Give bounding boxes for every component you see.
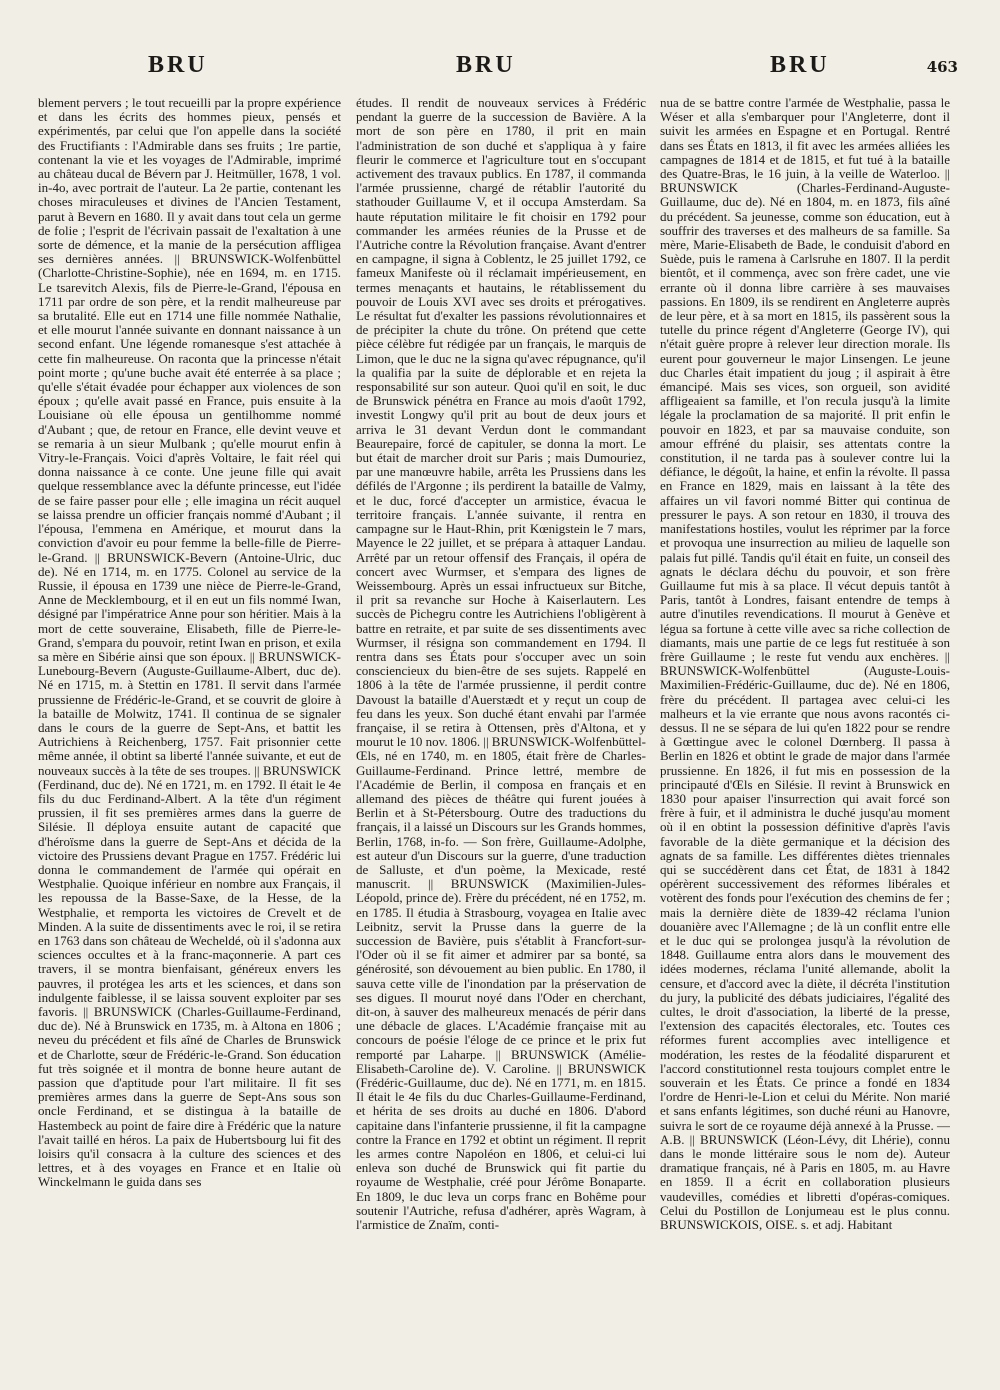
column-2-text: études. Il rendit de nouveaux services à Frédéric pendant la guerre de la succession de Bavière. A la mort de son père en 1780, il prit en main l'administration de son duché et s'appliqua à y faire fleurir le commerce et l'agriculture tout en s'occupant activement des travaux publics. En 1787, il commanda l'armée prussienne, chargé de rétablir l'autorité du stathouder Guillaume V, et il occupa Amsterdam. Sa haute réputation militaire le fit choisir en 1792 pour commander les armées réunies de la Prusse et de l'Autriche contre la Révolution française. Avant d'entrer en campagne, il signa à Coblentz, le 25 juillet 1792, ce fameux Manifeste où il réclamait impérieusement, en termes menaçants et hautains, le rétablissement du pouvoir de Louis XVI avec ses droits et prérogatives. Le résultat fut d'exalter les passions révolutionnaires et de précipiter la chute du trône. On prétend que cette pièce célèbre fut rédigée par un français, le marquis de Limon, que le duc ne la signa qu'avec répugnance, qu'il la qualifia par la suite de déplorable et en rejeta la responsabilité sur son auteur. Quoi qu'il en soit, le duc de Brunswick pénétra en France au mois d'août 1792, investit Longwy qu'il prit au bout de deux jours et arriva le 31 devant Verdun dont le commandant Beaurepaire, forcé de capituler, se donna la mort. Le but était de marcher droit sur Paris ; mais Dumouriez, par une manœuvre habile, arrêta les Prussiens dans les défilés de l'Argonne ; ils perdirent la bataille de Valmy, et le duc, forcé d'accepter un armistice, évacua le territoire français. L'année suivante, il rentra en campagne sur le Haut-Rhin, prit Kœnigstein le 7 mars, Mayence le 22 juillet, et se prépara à attaquer Landau. Arrêté par un retour offensif des Français, il opéra de concert avec Wurmser, et s'empara des lignes de Weissembourg. Après un essai infructueux sur Bitche, il prit sa revanche sur Hoche à Kaiserlautern. Les succès de Pichegru contre les Autrichiens l'obligèrent à battre en retraite, et par suite de ses dissentiments avec Wurmser, il résigna son commandement en 1794. Il rentra dans ses États pour s'occuper avec un soin consciencieux du bien-être de ses sujets. Rappelé en 1806 à la tête de l'armée prussienne, il perdit contre Davoust la bataille d'Auerstædt et y reçut un coup de feu dans les yeux. Son duché étant envahi par l'armée française, il se retira à Ottensen, près d'Altona, et y mourut le 10 nov. 1806. || BRUNSWICK-Wolfenbüttel-Œls, né en 1740, m. en 1805, était frère de Charles-Guillaume-Ferdinand. Prince lettré, membre de l'Académie de Berlin, il composa en français et en allemand des pièces de théâtre qui furent jouées à Berlin et à St-Pétersbourg. Outre des traductions du français, il a laissé un Discours sur les Grands hommes, Berlin, 1768, in-fo. — Son frère, Guillaume-Adolphe, est auteur d'un Discours sur la guerre, d'une traduction de Salluste, et d'un poème, la Mexicade, resté manuscrit. || BRUNSWICK (Maximilien-Jules-Léopold, prince de). Frère du précédent, né en 1752, m. en 1785. Il étudia à Strasbourg, voyagea en Italie avec Leibnitz, servit la Prusse dans la guerre de la succession de Bavière, puis s'établit à Francfort-sur-l'Oder où il se fit aimer et admirer par sa bonté, sa générosité, son dévouement au bien public. En 1780, il sauva cette ville de l'inondation par la préservation de ses digues. Il mourut noyé dans l'Oder en cherchant, dit-on, à sauver des malheureux menacés de périr dans une débacle de glaces. L'Académie française mit au concours de poésie l'éloge de ce prince et le prix fut remporté par Laharpe. || BRUNSWICK (Amélie-Elisabeth-Caroline de). V. Caroline. || BRUNSWICK (Frédéric-Guillaume, duc de). Né en 1771, m. en 1815. Il était le 4e fils du duc Charles-Guillaume-Ferdinand, et hérita de ses droits au duché en 1806. D'abord capitaine dans l'infanterie prussienne, il fit la campagne contre la France en 1792 et obtint un régiment. Il reprit les armes contre Napoléon en 1806, et celui-ci lui enleva son duché de Brunswick qui fit partie du royaume de Westphalie, créé pour Jérôme Bonaparte. En 1809, le duc leva un corps franc en Bohême pour soutenir l'Autriche, refusa d'adhérer, après Wagram, à l'armistice de Znaïm, conti- [356, 96, 646, 1233]
column-1-text: blement pervers ; le tout recueilli par la propre expérience et dans les écrits des hommes pieux, pensés et expérimentés, par celui que l'on appelle dans la société des Fructifiants : l'Admirable dans ses fruits ; 1re partie, contenant la vie et les voyages de l'Admirable, imprimé au château ducal de Bévern par J. Heitmüller, 1678, 1 vol. in-4o, avec portrait de l'auteur. La 2e partie, contenant les choses miraculeuses et divines de l'Ancien Testament, parut à Bevern en 1680. Il y avait dans tout cela un germe de folie ; l'esprit de l'écrivain passait de l'exaltation à une sorte de démence, et la manie de la persécution affligea ses dernières années. || BRUNSWICK-Wolfenbüttel (Charlotte-Christine-Sophie), née en 1694, m. en 1715. Le tsarevitch Alexis, fils de Pierre-le-Grand, l'épousa en 1711 par ordre de son père, et la rendit malheureuse par sa brutalité. Elle eut en 1714 une fille nommée Nathalie, et elle mourut l'année suivante en donnant naissance à un second enfant. Une légende romanesque s'est attachée à cette fin malheureuse. On raconta que la princesse n'était point morte ; qu'une buche avait été enterrée à sa place ; qu'elle s'était évadée pour échapper aux violences de son époux ; qu'elle avait passé en France, puis ensuite à la Louisiane où elle épousa un gentilhomme nommé d'Aubant ; que, de retour en France, elle devint veuve et se remaria à un sieur Mulbank ; qu'elle mourut enfin à Vitry-le-Français. Voici d'après Voltaire, le fait réel qui donna naissance à ce conte. Une jeune fille qui avait quelque ressemblance avec la défunte princesse, eut l'idée de se faire passer pour elle ; elle imagina un récit auquel se laissa prendre un officier français nommé d'Aubant ; il l'épousa, l'emmena en Amérique, et mourut dans la conviction d'avoir eu pour femme la belle-fille de Pierre-le-Grand. || BRUNSWICK-Bevern (Antoine-Ulric, duc de). Né en 1714, m. en 1775. Colonel au service de la Russie, il épousa en 1739 une nièce de Pierre-le-Grand, Anne de Mecklembourg, et il en eut un fils nommé Iwan, désigné par l'impératrice Anne pour son héritier. Mais à la mort de cette souveraine, Elisabeth, fille de Pierre-le-Grand, s'empara du pouvoir, retint Iwan en prison, et exila sa mère en Sibérie ainsi que son époux. || BRUNSWICK-Lunebourg-Bevern (Auguste-Guillaume-Albert, duc de). Né en 1715, m. à Stettin en 1781. Il servit dans l'armée prussienne de Frédéric-le-Grand, et se couvrit de gloire à la bataille de Molwitz, 1741. Il continua de se signaler dans le cours de la guerre de Sept-Ans, et battit les Autrichiens à Reichenberg, 1757. Fait prisonnier cette même année, il obtint sa liberté l'année suivante, et eut de nouveaux succès à la tête de ses troupes. || BRUNSWICK (Ferdinand, duc de). Né en 1721, m. en 1792. Il était le 4e fils du duc Ferdinand-Albert. A la tête d'un régiment prussien, il fit ses premières armes dans la guerre de Silésie. Il déploya ensuite autant de capacité que d'héroïsme dans la guerre de Sept-Ans et décida de la victoire des Prussiens devant Prague en 1757. Frédéric lui donna le commandement de l'armée qui opérait en Westphalie. Quoique inférieur en nombre aux Français, il les repoussa de la Basse-Saxe, de la Hesse, de la Westphalie, et remporta les victoires de Crevelt et de Minden. A la suite de dissentiments avec le roi, il se retira en 1763 dans son château de Wecheldé, où il s'adonna aux sciences occultes et à la franc-maçonnerie. A part ces travers, il se montra bienfaisant, généreux envers les pauvres, il protégea les arts et les sciences, et dans son indulgente faiblesse, il se laissa souvent exploiter par ses favoris. || BRUNSWICK (Charles-Guillaume-Ferdinand, duc de). Né à Brunswick en 1735, m. à Altona en 1806 ; neveu du précédent et fils aîné de Charles de Brunswick et de Charlotte, sœur de Frédéric-le-Grand. Son éducation fut très soignée et il montra de bonne heure autant de passion que d'aptitude pour l'art militaire. Il fit ses premières armes dans la guerre de Sept-Ans sous son oncle Ferdinand, et se distingua à la bataille de Hastembeck au point de faire dire à Frédéric que la nature l'avait taillé en héros. La paix de Hubertsbourg lui fit des loisirs qu'il consacra à la culture des sciences et des lettres, et à des voyages en France et en Italie où Winckelmann le guida dans ses [38, 96, 341, 1190]
running-head-right: BRU [770, 52, 830, 78]
text-column-3 [660, 96, 950, 1368]
column-3-text: nua de se battre contre l'armée de Westphalie, passa le Wéser et alla s'embarquer pour l'Angleterre, dont il suivit les armées en Espagne et en Portugal. Rentré dans ses États en 1813, il fit avec les armées alliées les campagnes de 1814 et de 1815, et fut tué à la bataille des Quatre-Bras, le 16 juin, à la veille de Waterloo. || BRUNSWICK (Charles-Ferdinand-Auguste-Guillaume, duc de). Né en 1804, m. en 1873, fils aîné du précédent. Sa jeunesse, comme son éducation, eut à souffrir des traverses et des malheurs de sa famille. Sa mère, Marie-Elisabeth de Bade, le conduisit d'abord en Suède, puis le ramena à Carlsruhe en 1807. Il la perdit bientôt, et il commença, avec son frère cadet, une vie errante où il donna libre carrière à ses mauvaises passions. En 1809, ils se rendirent en Angleterre auprès de leur père, et à sa mort en 1815, ils passèrent sous la tutelle du prince régent d'Angleterre (George IV), qui n'était guère propre à relever leur direction morale. Ils eurent pour gouverneur le major Linsengen. Le jeune duc Charles était impatient du joug ; il aspirait à être émancipé. Mais ses vices, son orgueil, son avidité affligeaient sa famille, et l'on recula jusqu'à la limite légale la proclamation de sa majorité. Il prit enfin le pouvoir en 1823, et par sa mauvaise conduite, son amour effréné du plaisir, ses attentats contre la constitution, il ne tarda pas à soulever contre lui la défiance, le dégoût, la haine, et enfin la révolte. Il passa en France en 1829, mais en laissant à la tête des affaires un vil favori nommé Bitter qui continua de pressurer le pays. A son retour en 1830, il trouva des manifestations hostiles, voulut les réprimer par la force et provoqua une insurrection au milieu de laquelle son palais fut pillé. Tandis qu'il était en fuite, un conseil des agnats le déclara déchu du pouvoir, et son frère Guillaume fut mis à sa place. Il vécut depuis tantôt à Paris, tantôt à Londres, faisant entendre de temps à autre d'inutiles revendications. Il mourut à Genève et légua sa fortune à cette ville avec sa riche collection de diamants, mais une partie de ce legs fut restituée à son frère Guillaume ; le reste fut vendu aux enchères. || BRUNSWICK-Wolfenbüttel (Auguste-Louis-Maximilien-Frédéric-Guillaume, duc de). Né en 1806, frère du précédent. Il partagea avec celui-ci les malheurs et la vie errante que nous avons racontés ci-dessus. Il ne se sépara de lui qu'en 1822 pour se rendre à Gœttingue avec le colonel Dœrnberg. Il passa à Berlin en 1826 et obtint le grade de major dans l'armée prussienne. En 1826, il fut mis en possession de la principauté d'Œls en Silésie. Il revint à Brunswick en 1830 pour apaiser l'insurrection qui avait forcé son frère à fuir, et il administra le duché jusqu'au moment où il en obtint la possession définitive d'après l'avis favorable de la diète germanique et la décision des agnats de sa famille. Les différentes diètes triennales qui se succédèrent dans cet État, de 1831 à 1842 opérèrent successivement des réformes libérales et votèrent des fonds pour l'exécution des chemins de fer ; mais la dernière diète de 1839-42 réclama l'union douanière avec l'Allemagne ; de là un conflit entre elle et le duc qui se prolongea jusqu'à la révolution de 1848. Guillaume entra alors dans le mouvement des idées modernes, réclama l'unité allemande, abolit la censure, et d'accord avec la diète, il décréta l'institution du jury, la publicité des débats judiciaires, l'égalité des cultes, le droit d'association, la liberté de la presse, l'extension des capacités électorales, etc. Toutes ces réformes furent accomplies avec intelligence et modération, les restes de la féodalité disparurent et l'accord constitutionnel resta toujours complet entre le souverain et les États. Ce prince a fondé en 1834 l'ordre de Henri-le-Lion et celui du Mérite. Non marié et sans enfants légitimes, son duché réuni au Hanovre, suivra le sort de ce royaume déjà annexé à la Prusse. — A.B. || BRUNSWICK (Léon-Lévy, dit Lhérie), connu dans le monde littéraire sous le nom de). Auteur dramatique français, né à Paris en 1805, m. au Havre en 1859. Il a écrit en collaboration plusieurs vaudevilles, comédies et libretti d'opéras-comiques. Celui du Postillon de Lonjumeau est le plus connu. BRUNSWICKOIS, OISE. s. et adj. Habitant [660, 96, 950, 1233]
running-header [100, 52, 960, 88]
text-column-2 [356, 96, 646, 1368]
running-head-left: BRU [148, 52, 208, 78]
page-number: 463 [926, 58, 958, 76]
text-column-1 [38, 96, 341, 1368]
running-head-center: BRU [456, 52, 516, 78]
